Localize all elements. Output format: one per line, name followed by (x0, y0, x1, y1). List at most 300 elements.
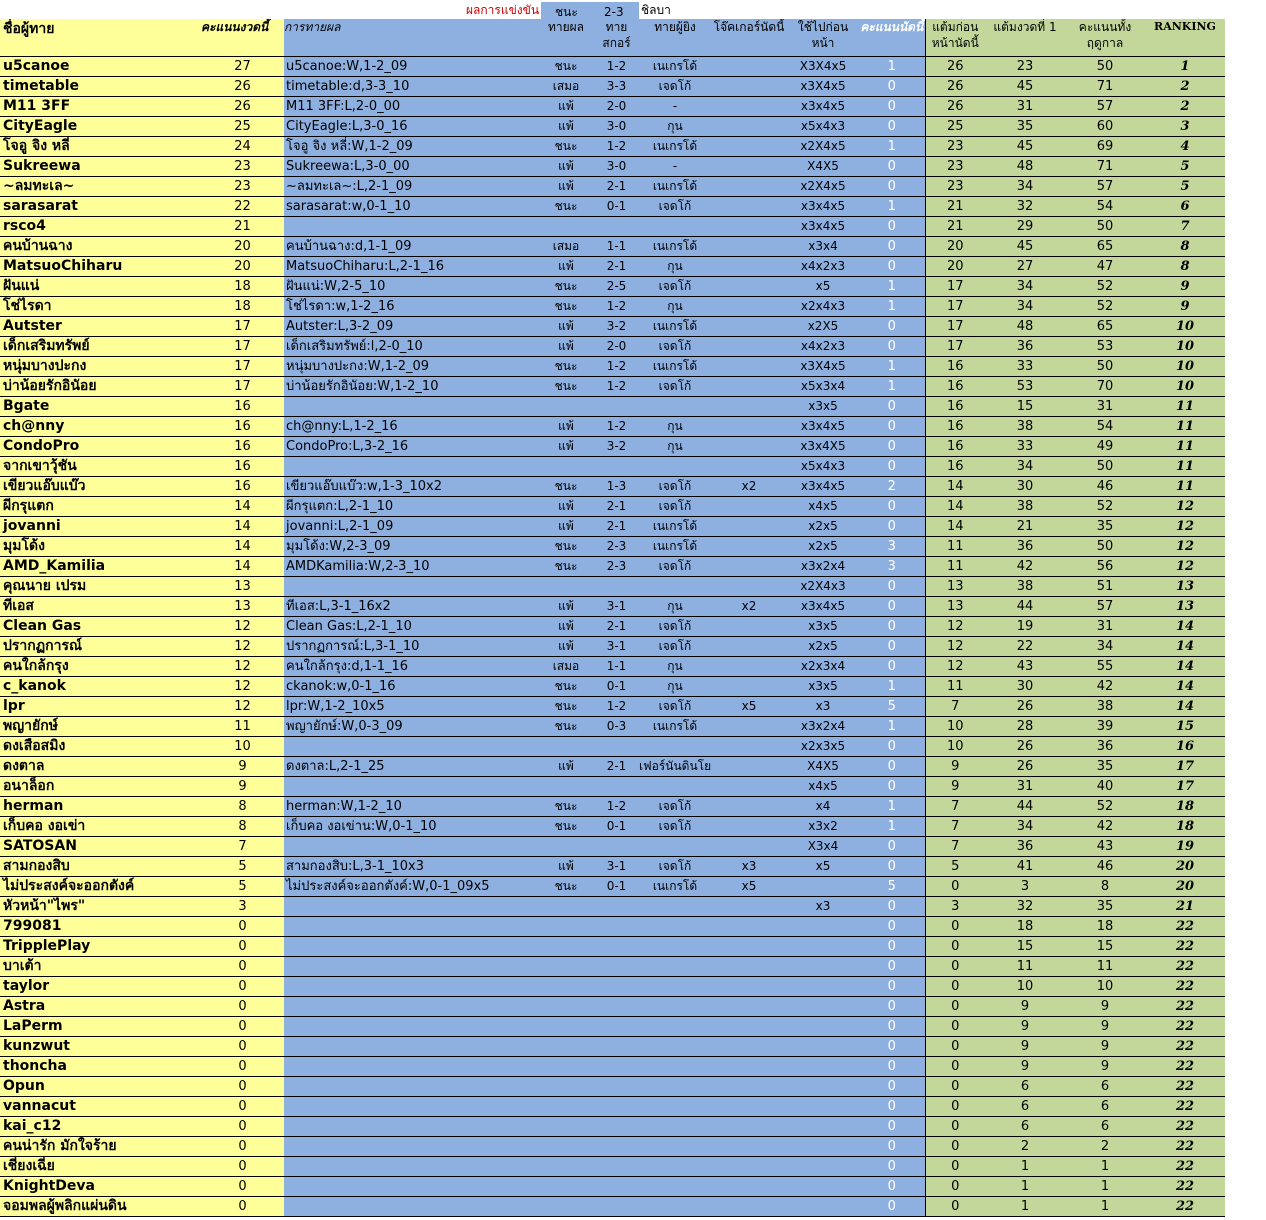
cell-ranking: 6 (1145, 197, 1225, 217)
table-row (0, 637, 1225, 657)
cell-result (538, 577, 594, 597)
cell-prediction: ฝันแน่:W,2-5_10 (284, 277, 538, 297)
cell-match-points: 0 (859, 977, 925, 997)
cell-joker (711, 1097, 787, 1117)
cell-ranking: 15 (1145, 717, 1225, 737)
cell-points-now: 23 (201, 157, 284, 177)
cell-season-points: 9 (1065, 1017, 1145, 1037)
cell-ranking: 18 (1145, 817, 1225, 837)
cell-previous-points: 0 (925, 1017, 985, 1037)
cell-score: 3-1 (594, 597, 639, 617)
cell-season-points: 35 (1065, 897, 1145, 917)
cell-score: 2-3 (594, 557, 639, 577)
cell-season-points: 71 (1065, 157, 1145, 177)
cell-round1-points: 9 (985, 997, 1065, 1017)
cell-joker (711, 677, 787, 697)
cell-round1-points: 30 (985, 677, 1065, 697)
cell-score (594, 577, 639, 597)
cell-previous-points: 7 (925, 817, 985, 837)
cell-match-points: 0 (859, 417, 925, 437)
cell-scorer: เนเกรโด้ (639, 57, 711, 77)
cell-score (594, 1077, 639, 1097)
cell-scorer: กุน (639, 657, 711, 677)
cell-result: แพ้ (538, 117, 594, 137)
cell-prediction: หนุ่มบางปะกง:W,1-2_09 (284, 357, 538, 377)
cell-season-points: 71 (1065, 77, 1145, 97)
cell-score: 1-2 (594, 377, 639, 397)
cell-joker (711, 1037, 787, 1057)
cell-scorer: กุน (639, 257, 711, 277)
cell-joker (711, 977, 787, 997)
cell-ranking: 22 (1145, 1117, 1225, 1137)
cell-scorer: - (639, 97, 711, 117)
cell-score: 3-0 (594, 117, 639, 137)
cell-used-before: x5 (787, 857, 859, 877)
cell-used-before: x2x3x5 (787, 737, 859, 757)
cell-ranking: 13 (1145, 577, 1225, 597)
cell-ranking: 16 (1145, 737, 1225, 757)
cell-season-points: 55 (1065, 657, 1145, 677)
cell-scorer: กุน (639, 677, 711, 697)
table-header-row (0, 19, 1225, 57)
cell-previous-points: 12 (925, 637, 985, 657)
header-season-points: คะแนนทั้งฤดูกาล (1065, 19, 1145, 57)
cell-match-points: 1 (859, 297, 925, 317)
cell-season-points: 47 (1065, 257, 1145, 277)
table-row (0, 617, 1225, 637)
cell-ranking: 22 (1145, 937, 1225, 957)
cell-name: lpr (0, 697, 201, 717)
cell-ranking: 17 (1145, 777, 1225, 797)
cell-name: Opun (0, 1077, 201, 1097)
cell-score: 2-5 (594, 277, 639, 297)
cell-prediction: เขียวแอ๊บแบ๊ว:w,1-3_10x2 (284, 477, 538, 497)
cell-score: 2-1 (594, 757, 639, 777)
cell-points-now: 26 (201, 97, 284, 117)
cell-joker (711, 657, 787, 677)
cell-joker (711, 1117, 787, 1137)
cell-joker (711, 737, 787, 757)
cell-previous-points: 0 (925, 1137, 985, 1157)
cell-used-before: x5x4x3 (787, 117, 859, 137)
cell-prediction: herman:W,1-2_10 (284, 797, 538, 817)
cell-round1-points: 45 (985, 237, 1065, 257)
table-row (0, 397, 1225, 417)
cell-round1-points: 42 (985, 557, 1065, 577)
header-round1-points: แต้มงวดที่ 1 (985, 19, 1065, 57)
cell-points-now: 0 (201, 937, 284, 957)
cell-name: ไม่ประสงค์จะออกตังค์ (0, 877, 201, 897)
cell-joker (711, 1137, 787, 1157)
cell-used-before: x3x2 (787, 817, 859, 837)
cell-prediction (284, 997, 538, 1017)
cell-prediction (284, 1157, 538, 1177)
header-score: ทายสกอร์ (594, 19, 639, 57)
cell-round1-points: 26 (985, 737, 1065, 757)
cell-used-before: x2x5 (787, 537, 859, 557)
cell-name: MatsuoChiharu (0, 257, 201, 277)
cell-previous-points: 23 (925, 137, 985, 157)
cell-scorer (639, 777, 711, 797)
cell-ranking: 11 (1145, 477, 1225, 497)
cell-round1-points: 31 (985, 97, 1065, 117)
cell-previous-points: 16 (925, 457, 985, 477)
cell-ranking: 22 (1145, 1017, 1225, 1037)
cell-scorer: เนเกรโด้ (639, 717, 711, 737)
cell-points-now: 14 (201, 497, 284, 517)
cell-ranking: 22 (1145, 977, 1225, 997)
table-row (0, 997, 1225, 1017)
cell-match-points: 0 (859, 217, 925, 237)
cell-used-before: X3X4x5 (787, 57, 859, 77)
table-row (0, 837, 1225, 857)
cell-prediction (284, 1017, 538, 1037)
cell-round1-points: 43 (985, 657, 1065, 677)
cell-season-points: 50 (1065, 537, 1145, 557)
cell-joker (711, 557, 787, 577)
cell-scorer (639, 1117, 711, 1137)
cell-points-now: 16 (201, 397, 284, 417)
cell-used-before: x4x2x3 (787, 257, 859, 277)
cell-season-points: 1 (1065, 1177, 1145, 1197)
cell-prediction: ch@nny:L,1-2_16 (284, 417, 538, 437)
cell-round1-points: 38 (985, 417, 1065, 437)
cell-points-now: 0 (201, 1197, 284, 1217)
cell-joker (711, 57, 787, 77)
cell-previous-points: 0 (925, 1097, 985, 1117)
cell-previous-points: 14 (925, 497, 985, 517)
cell-round1-points: 19 (985, 617, 1065, 637)
cell-round1-points: 26 (985, 697, 1065, 717)
cell-result: แพ้ (538, 597, 594, 617)
cell-points-now: 7 (201, 837, 284, 857)
cell-scorer (639, 1097, 711, 1117)
cell-match-points: 0 (859, 1117, 925, 1137)
cell-round1-points: 36 (985, 337, 1065, 357)
table-row (0, 1177, 1225, 1197)
cell-used-before: x3x4x5 (787, 477, 859, 497)
cell-scorer (639, 577, 711, 597)
cell-joker: x2 (711, 597, 787, 617)
cell-joker (711, 297, 787, 317)
cell-scorer: เนเกรโด้ (639, 877, 711, 897)
cell-season-points: 39 (1065, 717, 1145, 737)
cell-ranking: 22 (1145, 1097, 1225, 1117)
cell-previous-points: 20 (925, 237, 985, 257)
cell-season-points: 2 (1065, 1137, 1145, 1157)
cell-prediction (284, 217, 538, 237)
cell-match-points: 0 (859, 577, 925, 597)
cell-used-before: x5 (787, 277, 859, 297)
cell-result: แพ้ (538, 257, 594, 277)
cell-round1-points: 32 (985, 897, 1065, 917)
cell-previous-points: 7 (925, 697, 985, 717)
cell-prediction (284, 957, 538, 977)
cell-ranking: 12 (1145, 497, 1225, 517)
match-result-cell (541, 2, 639, 19)
cell-prediction (284, 977, 538, 997)
cell-prediction: คนใกล้กรุง:d,1-1_16 (284, 657, 538, 677)
cell-match-points: 0 (859, 517, 925, 537)
cell-round1-points: 21 (985, 517, 1065, 537)
cell-previous-points: 0 (925, 877, 985, 897)
table-row (0, 217, 1225, 237)
cell-name: u5canoe (0, 57, 201, 77)
cell-score: 1-1 (594, 237, 639, 257)
cell-round1-points: 33 (985, 357, 1065, 377)
cell-previous-points: 0 (925, 1177, 985, 1197)
cell-name: เด็กเสริมทรัพย์ (0, 337, 201, 357)
cell-score (594, 1197, 639, 1217)
cell-score: 0-1 (594, 197, 639, 217)
cell-season-points: 53 (1065, 337, 1145, 357)
table-row (0, 777, 1225, 797)
cell-result (538, 1077, 594, 1097)
cell-joker (711, 617, 787, 637)
cell-previous-points: 17 (925, 337, 985, 357)
cell-season-points: 36 (1065, 737, 1145, 757)
cell-match-points: 0 (859, 637, 925, 657)
cell-round1-points: 15 (985, 937, 1065, 957)
cell-joker (711, 1177, 787, 1197)
cell-points-now: 8 (201, 817, 284, 837)
cell-season-points: 46 (1065, 477, 1145, 497)
cell-ranking: 22 (1145, 957, 1225, 977)
cell-previous-points: 16 (925, 357, 985, 377)
cell-used-before: x3x2x4 (787, 717, 859, 737)
cell-used-before: x2x5 (787, 517, 859, 537)
cell-prediction (284, 1057, 538, 1077)
cell-previous-points: 0 (925, 917, 985, 937)
cell-points-now: 18 (201, 277, 284, 297)
table-row (0, 1117, 1225, 1137)
cell-round1-points: 28 (985, 717, 1065, 737)
cell-score: 3-0 (594, 157, 639, 177)
cell-score (594, 957, 639, 977)
cell-score (594, 1117, 639, 1137)
cell-ranking: 12 (1145, 557, 1225, 577)
cell-ranking: 10 (1145, 357, 1225, 377)
cell-season-points: 43 (1065, 837, 1145, 857)
cell-score: 0-3 (594, 717, 639, 737)
cell-season-points: 50 (1065, 457, 1145, 477)
cell-previous-points: 0 (925, 1117, 985, 1137)
cell-name: โช่ไรดา (0, 297, 201, 317)
cell-score: 3-2 (594, 437, 639, 457)
table-row (0, 237, 1225, 257)
cell-match-points: 0 (859, 997, 925, 1017)
cell-used-before: x2X4x5 (787, 177, 859, 197)
cell-joker (711, 137, 787, 157)
cell-points-now: 27 (201, 57, 284, 77)
cell-ranking: 11 (1145, 417, 1225, 437)
cell-season-points: 11 (1065, 957, 1145, 977)
cell-points-now: 12 (201, 697, 284, 717)
cell-name: ดงเสือสมิง (0, 737, 201, 757)
cell-scorer (639, 1137, 711, 1157)
table-row (0, 97, 1225, 117)
table-row (0, 357, 1225, 377)
cell-result: แพ้ (538, 757, 594, 777)
cell-round1-points: 6 (985, 1097, 1065, 1117)
cell-prediction: AMDKamilia:W,2-3_10 (284, 557, 538, 577)
cell-scorer: เจดโก้ (639, 797, 711, 817)
cell-previous-points: 11 (925, 537, 985, 557)
cell-match-points: 0 (859, 1197, 925, 1217)
cell-previous-points: 0 (925, 1197, 985, 1217)
cell-round1-points: 36 (985, 837, 1065, 857)
cell-ranking: 22 (1145, 1077, 1225, 1097)
cell-round1-points: 32 (985, 197, 1065, 217)
cell-season-points: 52 (1065, 497, 1145, 517)
cell-round1-points: 2 (985, 1137, 1065, 1157)
cell-points-now: 5 (201, 857, 284, 877)
cell-match-points: 0 (859, 597, 925, 617)
cell-joker (711, 837, 787, 857)
cell-ranking: 22 (1145, 997, 1225, 1017)
cell-ranking: 11 (1145, 397, 1225, 417)
table-row (0, 77, 1225, 97)
table-row (0, 517, 1225, 537)
cell-round1-points: 6 (985, 1117, 1065, 1137)
cell-score: 2-3 (594, 537, 639, 557)
cell-match-points: 0 (859, 737, 925, 757)
table-row (0, 577, 1225, 597)
cell-score: 1-2 (594, 417, 639, 437)
cell-prediction: u5canoe:W,1-2_09 (284, 57, 538, 77)
cell-joker: x5 (711, 697, 787, 717)
cell-used-before: x2X4x5 (787, 137, 859, 157)
cell-joker (711, 577, 787, 597)
cell-joker (711, 917, 787, 937)
cell-joker (711, 97, 787, 117)
cell-prediction: มุมโด้ง:W,2-3_09 (284, 537, 538, 557)
cell-used-before: x3x4X5 (787, 437, 859, 457)
cell-match-points: 5 (859, 697, 925, 717)
cell-name: SATOSAN (0, 837, 201, 857)
cell-name: AMD_Kamilia (0, 557, 201, 577)
cell-match-points: 0 (859, 397, 925, 417)
cell-used-before: x2X5 (787, 317, 859, 337)
cell-used-before (787, 1117, 859, 1137)
cell-score (594, 977, 639, 997)
cell-used-before: x3x4x5 (787, 197, 859, 217)
cell-joker (711, 497, 787, 517)
cell-ranking: 22 (1145, 1197, 1225, 1217)
cell-previous-points: 0 (925, 1077, 985, 1097)
cell-scorer (639, 1177, 711, 1197)
cell-ranking: 11 (1145, 437, 1225, 457)
cell-ranking: 8 (1145, 257, 1225, 277)
cell-previous-points: 5 (925, 857, 985, 877)
cell-points-now: 10 (201, 737, 284, 757)
cell-name: rsco4 (0, 217, 201, 237)
cell-round1-points: 36 (985, 537, 1065, 557)
cell-round1-points: 53 (985, 377, 1065, 397)
cell-season-points: 57 (1065, 177, 1145, 197)
cell-name: kunzwut (0, 1037, 201, 1057)
cell-result: แพ้ (538, 417, 594, 437)
cell-previous-points: 16 (925, 397, 985, 417)
table-row (0, 417, 1225, 437)
cell-match-points: 3 (859, 557, 925, 577)
cell-score: 2-0 (594, 97, 639, 117)
cell-ranking: 22 (1145, 1037, 1225, 1057)
match-result-outcome: ชนะ (555, 5, 578, 19)
cell-points-now: 16 (201, 477, 284, 497)
cell-points-now: 0 (201, 1037, 284, 1057)
cell-name: herman (0, 797, 201, 817)
cell-result: แพ้ (538, 637, 594, 657)
cell-ranking: 5 (1145, 157, 1225, 177)
cell-prediction: ทีเอส:L,3-1_16x2 (284, 597, 538, 617)
cell-scorer (639, 917, 711, 937)
cell-previous-points: 26 (925, 77, 985, 97)
cell-result (538, 737, 594, 757)
cell-used-before: x3x2x4 (787, 557, 859, 577)
cell-used-before: x4 (787, 797, 859, 817)
cell-season-points: 52 (1065, 297, 1145, 317)
cell-season-points: 6 (1065, 1077, 1145, 1097)
cell-round1-points: 44 (985, 597, 1065, 617)
cell-round1-points: 41 (985, 857, 1065, 877)
table-row (0, 537, 1225, 557)
cell-name: M11 3FF (0, 97, 201, 117)
cell-points-now: 0 (201, 997, 284, 1017)
cell-points-now: 0 (201, 917, 284, 937)
cell-used-before: X3x4 (787, 837, 859, 857)
cell-season-points: 50 (1065, 357, 1145, 377)
cell-scorer: เจดโก้ (639, 337, 711, 357)
cell-previous-points: 16 (925, 417, 985, 437)
cell-name: 799081 (0, 917, 201, 937)
cell-scorer: เจดโก้ (639, 817, 711, 837)
cell-joker (711, 797, 787, 817)
cell-scorer: เฟอร์นันดินโย (639, 757, 711, 777)
table-row (0, 697, 1225, 717)
cell-season-points: 1 (1065, 1157, 1145, 1177)
cell-ranking: 20 (1145, 857, 1225, 877)
cell-result: ชนะ (538, 677, 594, 697)
cell-match-points: 0 (859, 657, 925, 677)
cell-round1-points: 10 (985, 977, 1065, 997)
cell-ranking: 22 (1145, 917, 1225, 937)
cell-ranking: 8 (1145, 237, 1225, 257)
cell-joker (711, 757, 787, 777)
cell-score: 1-2 (594, 137, 639, 157)
cell-match-points: 0 (859, 1177, 925, 1197)
cell-previous-points: 17 (925, 277, 985, 297)
cell-round1-points: 29 (985, 217, 1065, 237)
cell-points-now: 18 (201, 297, 284, 317)
cell-prediction: Autster:L,3-2_09 (284, 317, 538, 337)
table-row (0, 277, 1225, 297)
cell-prediction (284, 837, 538, 857)
cell-used-before: x3x4x5 (787, 417, 859, 437)
cell-previous-points: 0 (925, 997, 985, 1017)
cell-result: ชนะ (538, 797, 594, 817)
cell-score: 1-3 (594, 477, 639, 497)
cell-previous-points: 23 (925, 177, 985, 197)
cell-match-points: 1 (859, 57, 925, 77)
cell-result (538, 997, 594, 1017)
cell-round1-points: 33 (985, 437, 1065, 457)
cell-round1-points: 44 (985, 797, 1065, 817)
cell-match-points: 1 (859, 377, 925, 397)
cell-score: 0-1 (594, 817, 639, 837)
cell-points-now: 13 (201, 597, 284, 617)
cell-used-before: x3X4x5 (787, 357, 859, 377)
